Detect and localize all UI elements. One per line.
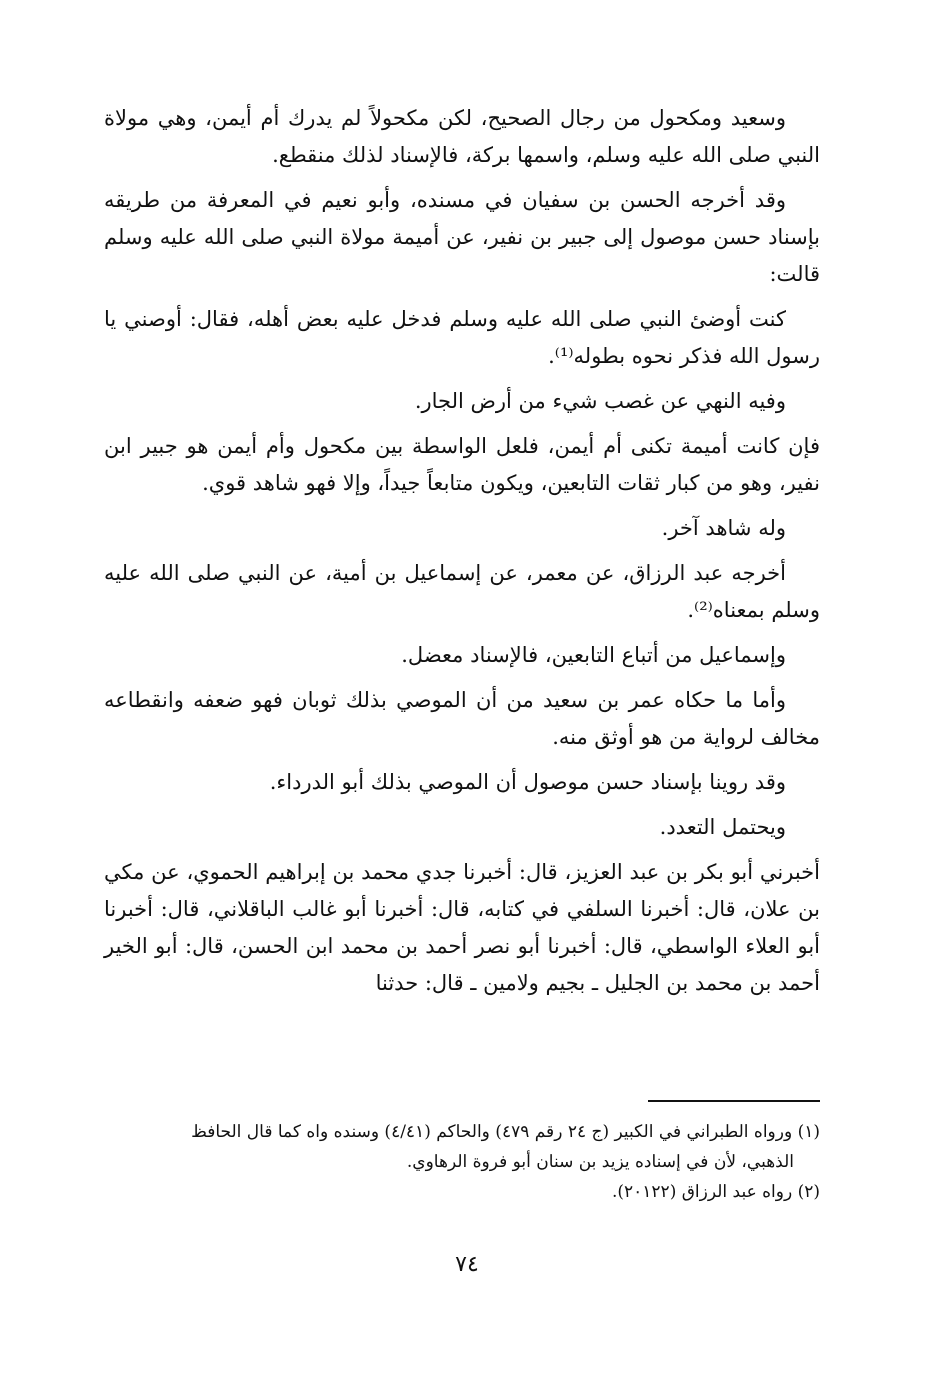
- page-number: ٧٤: [455, 1252, 479, 1277]
- paragraph-10: وقد روينا بإسناد حسن موصول أن الموصي بذلك أبو الدرداء.: [269, 770, 786, 794]
- paragraph-11: ويحتمل التعدد.: [659, 815, 786, 839]
- footnote-2: (٢) رواه عبد الرزاق (٢٠١٢٢).: [611, 1182, 820, 1202]
- footnote-separator: [648, 1100, 820, 1102]
- footnote-1-continuation: الذهبي، لأن في إسناده يزيد بن سنان أبو فروة الرهاوي.: [406, 1152, 794, 1172]
- footnotes: [104, 1117, 820, 1207]
- paragraph-2: وقد أخرجه الحسن بن سفيان في مسنده، وأبو نعيم في المعرفة من طريقه بإسناد حسن موصول إلى جبير بن نفير، عن أميمة مولاة النبي صلى الله عليه وسلم قالت:: [104, 188, 820, 286]
- paragraph-6: وله شاهد آخر.: [661, 516, 786, 540]
- footnote-1: (١) ورواه الطبراني في الكبير (ج ٢٤ رقم ٤٧٩) والحاكم (٤/٤١) وسنده واه كما قال الحافظ: [191, 1122, 820, 1142]
- paragraph-9: وأما ما حكاه عمر بن سعيد من أن الموصي بذلك ثوبان فهو ضعفه وانقطاعه مخالف لرواية من هو أوثق منه.: [104, 688, 820, 749]
- main-text: [104, 100, 820, 1010]
- paragraph-5: فإن كانت أميمة تكنى أم أيمن، فلعل الواسطة بين مكحول وأم أيمن هو جبير ابن نفير، وهو من كبار ثقات التابعين، ويكون متابعاً جيداً، وإلا فهو شاهد قوي.: [104, 434, 820, 495]
- paragraph-12: أخبرني أبو بكر بن عبد العزيز، قال: أخبرنا جدي محمد بن إبراهيم الحموي، عن مكي بن علان، قال: أخبرنا السلفي في كتابه، قال: أخبرنا أبو غالب الباقلاني، قال: أخبرنا أبو العلاء الواسطي، قال: أخبرنا أبو نصر أحمد بن محمد ابن الحسن، قال: أبو الخير أحمد بن محمد بن الجليل ـ بجيم ولامين ـ قال: حدثنا: [104, 860, 820, 995]
- paragraph-7: أخرجه عبد الرزاق، عن معمر، عن إسماعيل بن أمية، عن النبي صلى الله عليه وسلم بمعناه⁽²⁾.: [104, 561, 820, 622]
- paragraph-8: وإسماعيل من أتباع التابعين، فالإسناد معضل.: [401, 643, 786, 667]
- paragraph-1: وسعيد ومكحول من رجال الصحيح، لكن مكحولاً لم يدرك أم أيمن، وهي مولاة النبي صلى الله عليه وسلم، واسمها بركة، فالإسناد لذلك منقطع.: [104, 106, 820, 167]
- paragraph-4: وفيه النهي عن غصب شيء من أرض الجار.: [414, 389, 786, 413]
- paragraph-3: كنت أوضئ النبي صلى الله عليه وسلم فدخل عليه بعض أهله، فقال: أوصني يا رسول الله فذكر نحوه بطوله⁽¹⁾.: [104, 307, 820, 368]
